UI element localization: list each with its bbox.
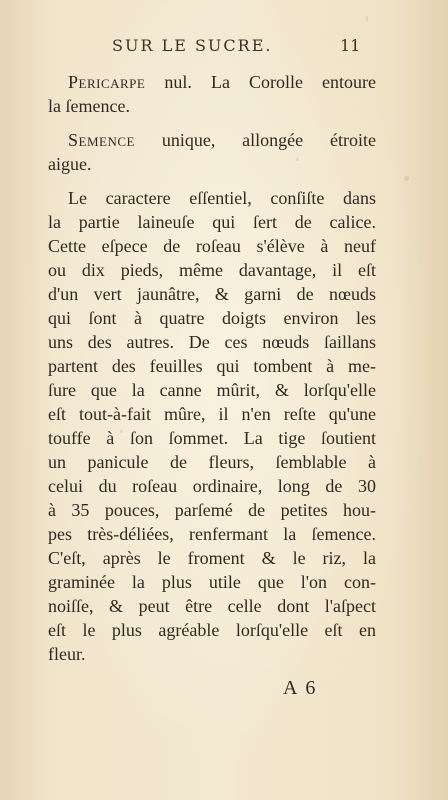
text-line [48, 70, 376, 94]
text-line: fleur. [48, 644, 86, 664]
page-header [0, 32, 448, 60]
term-semence: Semence [68, 130, 135, 150]
text-line: d'un vert jaunâtre, & garni de nœuds [48, 284, 376, 304]
text-line: uns des autres. De ces nœuds ſaillans [48, 332, 376, 352]
paper-stain [366, 16, 368, 22]
text-line [48, 128, 376, 152]
text-line: eſt tout-à-fait mûre, il n'en reſte qu'une [48, 404, 376, 424]
text-line: qui ſont à quatre doigts environ les [48, 308, 376, 328]
text-line: aigue. [48, 154, 92, 174]
text-line: noiſſe, & peut être celle dont l'aſpect [48, 596, 376, 616]
text-line: Cette eſpece de roſeau s'élève à neuf [48, 236, 376, 256]
text-line: ou dix pieds, même davantage, il eſt [48, 260, 376, 280]
paragraph-caractere [48, 186, 376, 666]
text-line: un panicule de fleurs, ſemblable à [48, 452, 376, 472]
text-line: la partie laineuſe qui ſert de calice. [48, 212, 376, 232]
paper-stain [404, 176, 409, 181]
text-line: touffe à ſon ſommet. La tige ſoutient [48, 428, 376, 448]
text-line: Le caractere eſſentiel, conſiſte dans [68, 188, 376, 208]
body-text [48, 70, 376, 666]
text-line: partent des feuilles qui tombent à me- [48, 356, 376, 376]
paragraph-semence [48, 128, 376, 176]
text-line: eſt le plus agréable lorſqu'elle eſt en [48, 620, 376, 640]
term-pericarpe: Pericarpe [68, 72, 146, 92]
line-text: nul. La Corolle entoure [145, 72, 376, 92]
running-title: SUR LE SUCRE. [112, 36, 273, 55]
text-line: graminée la plus utile que l'on con- [48, 572, 376, 592]
text-line: celui du roſeau ordinaire, long de 30 [48, 476, 376, 496]
text-line: la ſemence. [48, 96, 130, 116]
signature-mark: A 6 [283, 677, 318, 699]
paragraph-pericarpe [48, 70, 376, 118]
text-line: C'eſt, après le froment & le riz, la [48, 548, 376, 568]
text-line: à 35 pouces, parſemé de petites hou- [48, 500, 376, 520]
line-text: unique, allongée étroite [134, 130, 376, 150]
text-line: ſure que la canne mûrit, & lorſqu'elle [48, 380, 376, 400]
page-number: 11 [340, 36, 361, 55]
text-line: pes très-déliées, renfermant la ſemence. [48, 524, 376, 544]
